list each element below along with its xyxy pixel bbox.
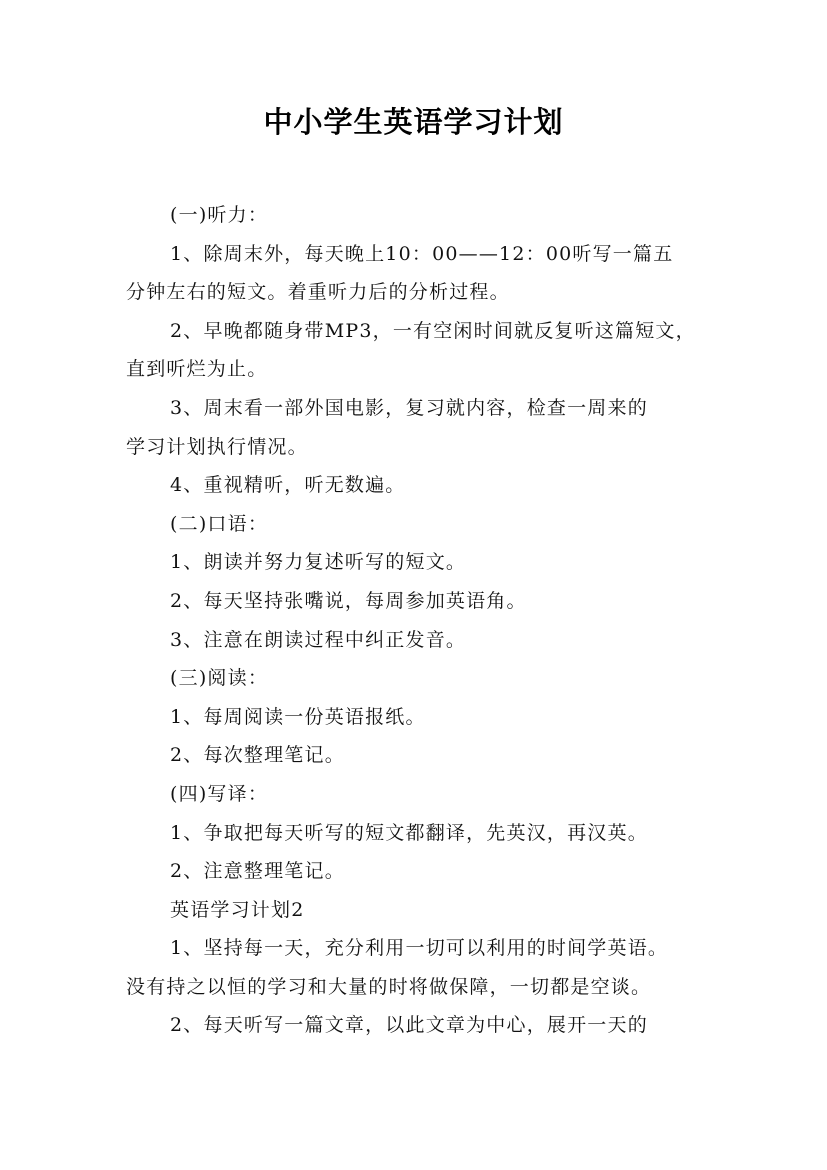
text-line: 2、注意整理笔记。 (170, 860, 345, 883)
text-line: 1、坚持每一天，充分利用一切可以利用的时间学英语。 (170, 937, 669, 960)
document-title: 中小学生英语学习计划 (263, 105, 564, 139)
text-line: 2、每天坚持张嘴说，每周参加英语角。 (170, 589, 527, 612)
text-line: 1、除周末外，每天晚上10：00——12：00听写一篇五 (170, 242, 674, 265)
text-line: 学习计划执行情况。 (126, 435, 308, 458)
text-line: 3、注意在朗读过程中纠正发音。 (170, 628, 467, 651)
text-line: 直到听烂为止。 (126, 358, 268, 381)
section-heading-speaking: (二)口语： (170, 512, 269, 535)
text-line: 3、周末看一部外国电影，复习就内容，检查一周来的 (170, 396, 648, 419)
text-line: 1、每周阅读一份英语报纸。 (170, 705, 426, 728)
text-line: 4、重视精听，听无数遍。 (170, 474, 406, 497)
text-line: 没有持之以恒的学习和大量的时将做保障，一切都是空谈。 (126, 975, 652, 998)
text-line: 2、早晚都随身带MP3，一有空闲时间就反复听这篇短文， (170, 319, 696, 342)
text-line: 1、争取把每天听写的短文都翻译，先英汉，再汉英。 (170, 821, 648, 844)
section-heading-listening: (一)听力： (170, 204, 269, 226)
text-line: 1、朗读并努力复述听写的短文。 (170, 551, 467, 574)
text-line: 分钟左右的短文。着重听力后的分析过程。 (126, 281, 510, 304)
subtitle-plan-2: 英语学习计划2 (170, 898, 305, 921)
section-heading-reading: (三)阅读： (170, 667, 269, 690)
section-heading-writing: (四)写译： (170, 782, 269, 805)
text-line: 2、每次整理笔记。 (170, 744, 345, 767)
document-body (126, 196, 716, 1045)
text-line: 2、每天听写一篇文章，以此文章为中心，展开一天的 (170, 1014, 648, 1037)
